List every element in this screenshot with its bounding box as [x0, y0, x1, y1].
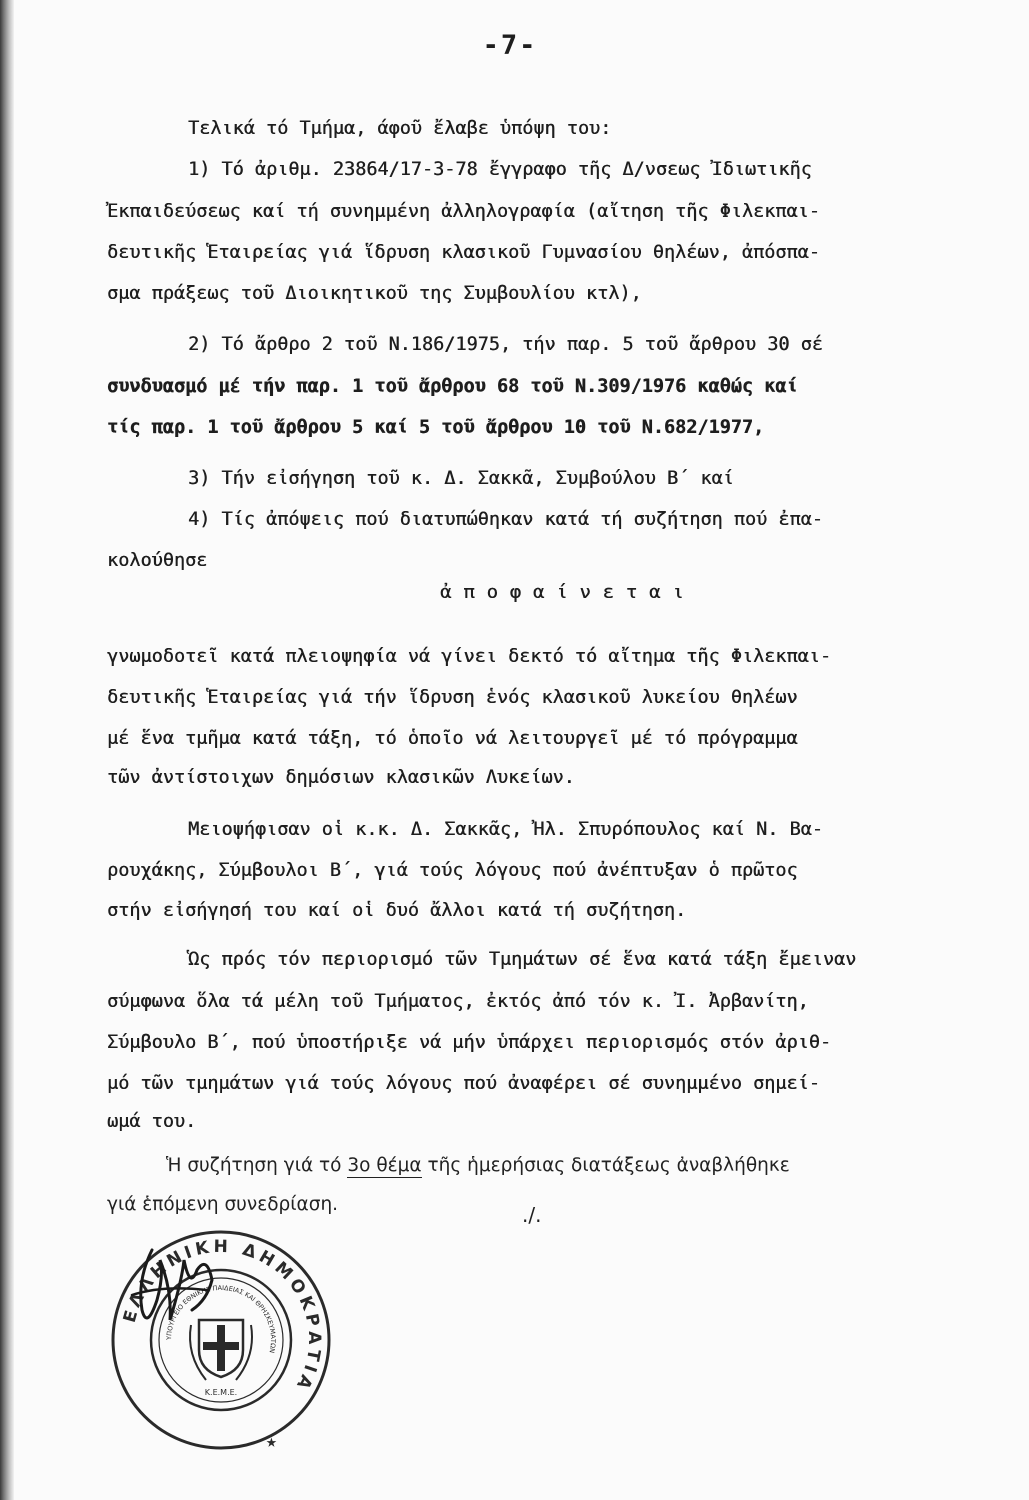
closing-mark: ./.: [522, 1203, 542, 1227]
final-note-after: τῆς ἡμερήσιας διατάξεως ἀναβλήθηκε: [421, 1155, 790, 1176]
item-1-line-2: Ἐκπαιδεύσεως καί τή συνημμένη ἀλληλογραφία (αἴτηση τῆς Φιλεκπαι-: [107, 201, 820, 222]
paragraph-2-line-2: ρουχάκης, Σύμβουλοι Β΄, γιά τούς λόγους πού ἀνέπτυξαν ὁ πρῶτος: [107, 860, 798, 881]
final-note-line-1: [166, 1154, 790, 1178]
final-note-underlined: 3ο θέμα: [347, 1155, 422, 1176]
item-3-line-1: 3) Τήν εἰσήγηση τοῦ κ. Δ. Σακκᾶ, Συμβούλου Β΄ καί: [188, 468, 734, 489]
paragraph-3-line-3: Σύμβουλο Β΄, πού ὑποστήριξε νά μήν ὑπάρχει περιορισμός στόν ἀριθ-: [107, 1032, 831, 1053]
paragraph-1-line-1: γνωμοδοτεῖ κατά πλειοψηφία νά γίνει δεκτό τό αἴτημα τῆς Φιλεκπαι-: [107, 646, 831, 667]
item-2-line-1: 2) Τό ἄρθρο 2 τοῦ Ν.186/1975, τήν παρ. 5 τοῦ ἄρθρου 30 σέ: [188, 334, 823, 355]
final-note-before: Ἡ συζήτηση γιά τό: [166, 1155, 348, 1176]
paragraph-2-line-3: στήν εἰσήγησή του καί οἱ δυό ἄλλοι κατά τή συζήτηση.: [107, 900, 687, 921]
paragraph-1-line-4: τῶν ἀντίστοιχων δημόσιων κλασικῶν Λυκείων.: [107, 767, 575, 788]
item-1-line-1: 1) Τό ἀριθμ. 23864/17-3-78 ἔγγραφο τῆς Δ/νσεως Ἰδιωτικῆς: [188, 159, 812, 180]
scan-edge-shadow: [0, 0, 14, 1500]
signature: [112, 1240, 232, 1350]
star-icon: ★: [266, 1431, 277, 1452]
page-number: -7-: [482, 30, 538, 61]
item-4-line-2: κολούθησε: [107, 550, 208, 571]
paragraph-2-line-1: Μειοψήφισαν οἱ κ.κ. Δ. Σακκᾶς, Ἠλ. Σπυρόπουλος καί Ν. Βα-: [188, 819, 823, 840]
decision-heading: ἀποφαίνεται: [440, 581, 696, 603]
svg-text:ΥΠΟΥΡΓΕΙΟ ΕΘΝΙΚΗΣ ΠΑΙΔΕΙΑΣ ΚΑΙ: ΥΠΟΥΡΓΕΙΟ ΕΘΝΙΚΗΣ ΠΑΙΔΕΙΑΣ ΚΑΙ ΘΡΗΣΚΕΥΜΑΤΩΝ: [164, 1283, 278, 1354]
item-2-line-3: τίς παρ. 1 τοῦ ἄρθρου 5 καί 5 τοῦ ἄρθρου 10 τοῦ Ν.682/1977,: [107, 417, 765, 438]
final-note-line-2: γιά ἑπόμενη συνεδρίαση.: [107, 1194, 339, 1215]
paragraph-3-line-5: ωμά του.: [107, 1111, 197, 1132]
paragraph-3-line-4: μό τῶν τμημάτων γιά τούς λόγους πού ἀναφέρει σέ συνημμένο σημεί-: [107, 1073, 820, 1094]
paragraph-1-line-2: δευτικῆς Ἑταιρείας γιά τήν ἵδρυση ἑνός κλασικοῦ λυκείου θηλέων: [107, 687, 798, 708]
paragraph-1-line-3: μέ ἕνα τμῆμα κατά τάξη, τό ὁποῖο νά λειτουργεῖ μέ τό πρόγραμμα: [107, 728, 798, 749]
paragraph-3-line-1: Ὡς πρός τόν περιορισμό τῶν Τμημάτων σέ ἕνα κατά τάξη ἔμειναν: [188, 949, 857, 970]
paragraph-3-line-2: σύμφωνα ὅλα τά μέλη τοῦ Τμήματος, ἐκτός ἀπό τόν κ. Ἰ. Ἀρβανίτη,: [107, 991, 809, 1012]
item-2-line-2: συνδυασμό μέ τήν παρ. 1 τοῦ ἄρθρου 68 τοῦ Ν.309/1976 καθώς καί: [107, 376, 798, 397]
item-1-line-4: σμα πράξεως τοῦ Διοικητικοῦ της Συμβουλίου κτλ),: [107, 283, 642, 304]
item-1-line-3: δευτικῆς Ἑταιρείας γιά ἵδρυση κλασικοῦ Γυμνασίου θηλέων, ἀπόσπα-: [107, 242, 820, 263]
intro-line: Τελικά τό Τμήμα, άφοῦ ἔλαβε ὑπόψη του:: [188, 118, 612, 139]
item-4-line-1: 4) Τίς ἀπόψεις πού διατυπώθηκαν κατά τή συζήτηση πού ἐπα-: [188, 509, 823, 530]
stamp-bottom-text: Κ.Ε.Μ.Ε.: [204, 1388, 238, 1397]
svg-text:ΕΛΛΗΝΙΚΗ ΔΗΜΟΚΡΑΤΙΑ: ΕΛΛΗΝΙΚΗ ΔΗΜΟΚΡΑΤΙΑ: [119, 1236, 325, 1396]
